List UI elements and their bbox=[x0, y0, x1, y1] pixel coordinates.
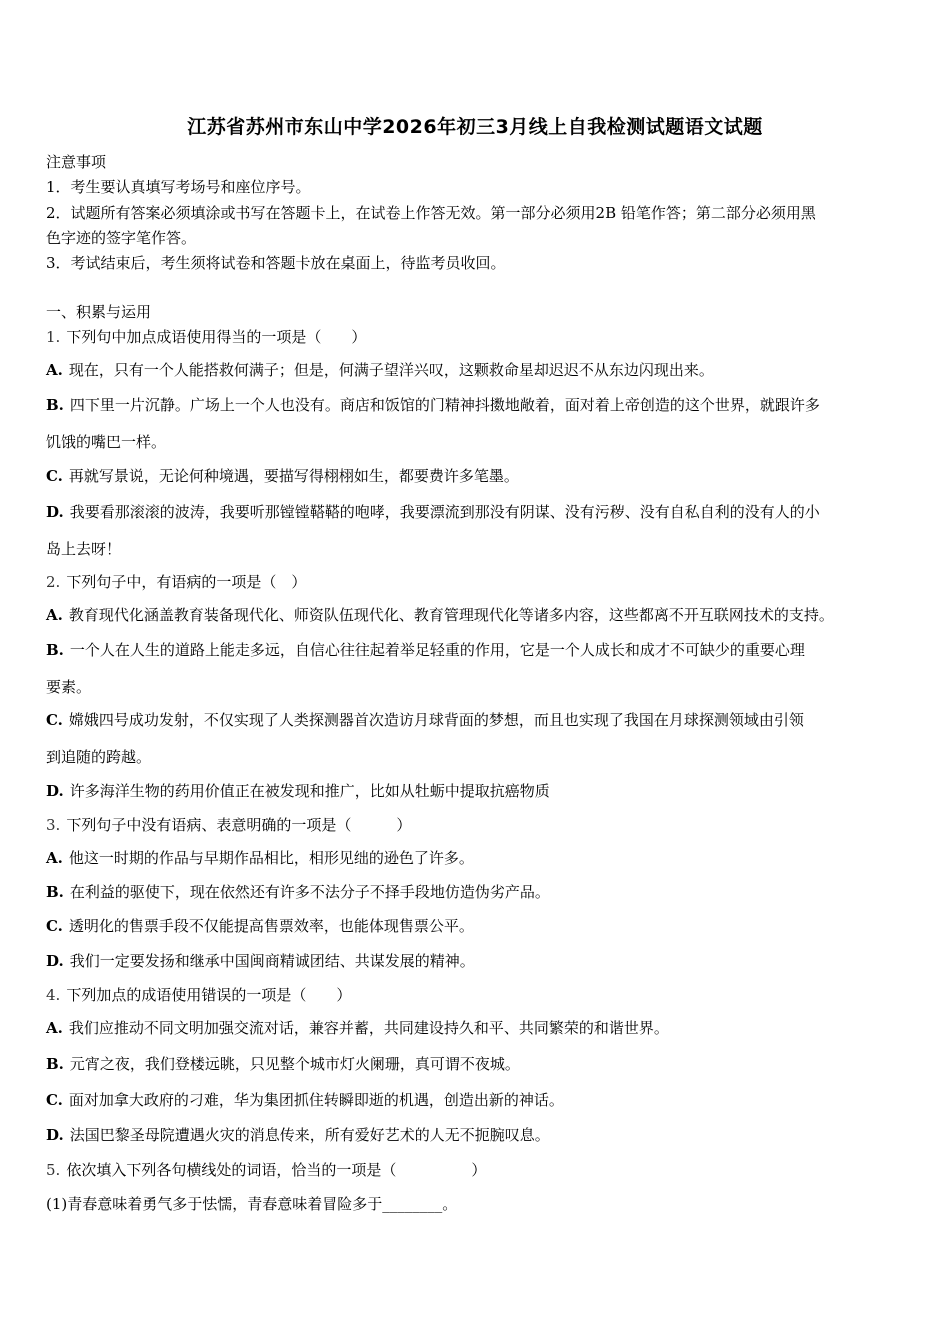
option-text: 许多海洋生物的药用价值正在被发现和推广，比如从牡蛎中提取抗癌物质 bbox=[69, 782, 550, 800]
option-letter: C. bbox=[46, 1091, 63, 1109]
section-heading: 一、积累与运用 bbox=[46, 303, 152, 321]
question-text: 依次填入下列各句横线处的词语，恰当的一项是（ ） bbox=[66, 1161, 487, 1179]
q1-option-d-cont: 岛上去呀！ bbox=[46, 540, 122, 558]
option-letter: D. bbox=[46, 782, 64, 800]
option-text: 元宵之夜，我们登楼远眺，只见整个城市灯火阑珊，真可谓不夜城。 bbox=[69, 1055, 520, 1073]
notice-item-1: 1．考生要认真填写考场号和座位序号。 bbox=[46, 178, 311, 196]
option-letter: B. bbox=[46, 396, 64, 414]
option-text: 四下里一片沉静。广场上一个人也没有。商店和饭馆的门精神抖擞地敞着，面对着上帝创造的这个世界，就跟许多 bbox=[69, 396, 820, 414]
option-letter: A. bbox=[46, 849, 63, 867]
option-letter: B. bbox=[46, 641, 64, 659]
option-letter: D. bbox=[46, 503, 64, 521]
question-text: 下列句中加点成语使用得当的一项是（ ） bbox=[66, 328, 367, 346]
q2-option-c bbox=[46, 710, 908, 730]
question-4-stem bbox=[46, 985, 908, 1005]
q3-option-b bbox=[46, 882, 908, 902]
option-letter: C. bbox=[46, 711, 63, 729]
q2-option-b bbox=[46, 640, 908, 660]
notice-heading: 注意事项 bbox=[46, 153, 107, 171]
q4-option-a bbox=[46, 1018, 908, 1038]
question-1-stem bbox=[46, 327, 908, 347]
q4-option-c bbox=[46, 1090, 908, 1110]
q5-sub-item-1: (1)青春意味着勇气多于怯懦，青春意味着冒险多于________。 bbox=[46, 1195, 458, 1213]
question-number: 3. bbox=[46, 816, 61, 834]
q2-option-b-cont: 要素。 bbox=[46, 678, 92, 696]
q2-option-a bbox=[46, 605, 908, 625]
option-text: 教育现代化涵盖教育装备现代化、师资队伍现代化、教育管理现代化等诸多内容，这些都离不开互联网技术的支持。 bbox=[68, 606, 834, 624]
option-text: 透明化的售票手段不仅能提高售票效率，也能体现售票公平。 bbox=[68, 917, 474, 935]
q1-option-b-cont: 饥饿的嘴巴一样。 bbox=[46, 433, 167, 451]
option-letter: D. bbox=[46, 952, 64, 970]
option-text: 再就写景说，无论何种境遇，要描写得栩栩如生，都要费许多笔墨。 bbox=[68, 467, 519, 485]
question-number: 4. bbox=[46, 986, 61, 1004]
option-letter: D. bbox=[46, 1126, 64, 1144]
q1-option-d bbox=[46, 502, 908, 522]
q3-option-a bbox=[46, 848, 908, 868]
q2-option-c-cont: 到追随的跨越。 bbox=[46, 748, 152, 766]
option-text: 嫦娥四号成功发射，不仅实现了人类探测器首次造访月球背面的梦想，而且也实现了我国在月球探测领域由引领 bbox=[68, 711, 804, 729]
option-text: 法国巴黎圣母院遭遇火灾的消息传来，所有爱好艺术的人无不扼腕叹息。 bbox=[69, 1126, 550, 1144]
question-5-stem bbox=[46, 1160, 908, 1180]
question-text: 下列句子中，有语病的一项是（ ） bbox=[66, 573, 307, 591]
option-letter: B. bbox=[46, 1055, 64, 1073]
question-text: 下列加点的成语使用错误的一项是（ ） bbox=[66, 986, 352, 1004]
q1-option-b bbox=[46, 395, 908, 415]
question-number: 5. bbox=[46, 1161, 61, 1179]
question-3-stem bbox=[46, 815, 908, 835]
question-number: 1. bbox=[46, 328, 61, 346]
q4-option-d bbox=[46, 1125, 908, 1145]
option-text: 我们一定要发扬和继承中国闽商精诚团结、共谋发展的精神。 bbox=[69, 952, 475, 970]
option-letter: A. bbox=[46, 606, 63, 624]
q2-option-d bbox=[46, 781, 908, 801]
option-letter: C. bbox=[46, 467, 63, 485]
option-text: 我们应推动不同文明加强交流对话，兼容并蓄，共同建设持久和平、共同繁荣的和谐世界。 bbox=[68, 1019, 669, 1037]
option-text: 在利益的驱使下，现在依然还有许多不法分子不择手段地仿造伪劣产品。 bbox=[69, 883, 550, 901]
q4-option-b bbox=[46, 1054, 908, 1074]
option-letter: A. bbox=[46, 361, 63, 379]
exam-title: 江苏省苏州市东山中学2026年初三3月线上自我检测试题语文试题 bbox=[187, 116, 763, 138]
option-text: 面对加拿大政府的刁难，华为集团抓住转瞬即逝的机遇，创造出新的神话。 bbox=[68, 1091, 564, 1109]
option-text: 我要看那滚滚的波涛，我要听那镗镗鞳鞳的咆哮，我要漂流到那没有阴谋、没有污秽、没有自私自利的没有人的小 bbox=[69, 503, 820, 521]
option-text: 现在，只有一个人能搭救何满子；但是，何满子望洋兴叹，这颗救命星却迟迟不从东边闪现出来。 bbox=[68, 361, 714, 379]
q1-option-a bbox=[46, 360, 908, 380]
option-letter: C. bbox=[46, 917, 63, 935]
option-letter: B. bbox=[46, 883, 64, 901]
question-number: 2. bbox=[46, 573, 61, 591]
option-letter: A. bbox=[46, 1019, 63, 1037]
notice-item-2: 2．试题所有答案必须填涂或书写在答题卡上，在试卷上作答无效。第一部分必须用2B 铅笔作答；第二部分必须用黑 bbox=[46, 204, 816, 222]
q3-option-c bbox=[46, 916, 908, 936]
notice-item-3: 3．考试结束后，考生须将试卷和答题卡放在桌面上，待监考员收回。 bbox=[46, 254, 506, 272]
question-text: 下列句子中没有语病、表意明确的一项是（ ） bbox=[66, 816, 412, 834]
option-text: 一个人在人生的道路上能走多远，自信心往往起着举足轻重的作用，它是一个人成长和成才不可缺少的重要心理 bbox=[69, 641, 805, 659]
q1-option-c bbox=[46, 466, 908, 486]
option-text: 他这一时期的作品与早期作品相比，相形见绌的逊色了许多。 bbox=[68, 849, 474, 867]
q3-option-d bbox=[46, 951, 908, 971]
notice-item-2-cont: 色字迹的签字笔作答。 bbox=[46, 229, 197, 247]
question-2-stem bbox=[46, 572, 908, 592]
